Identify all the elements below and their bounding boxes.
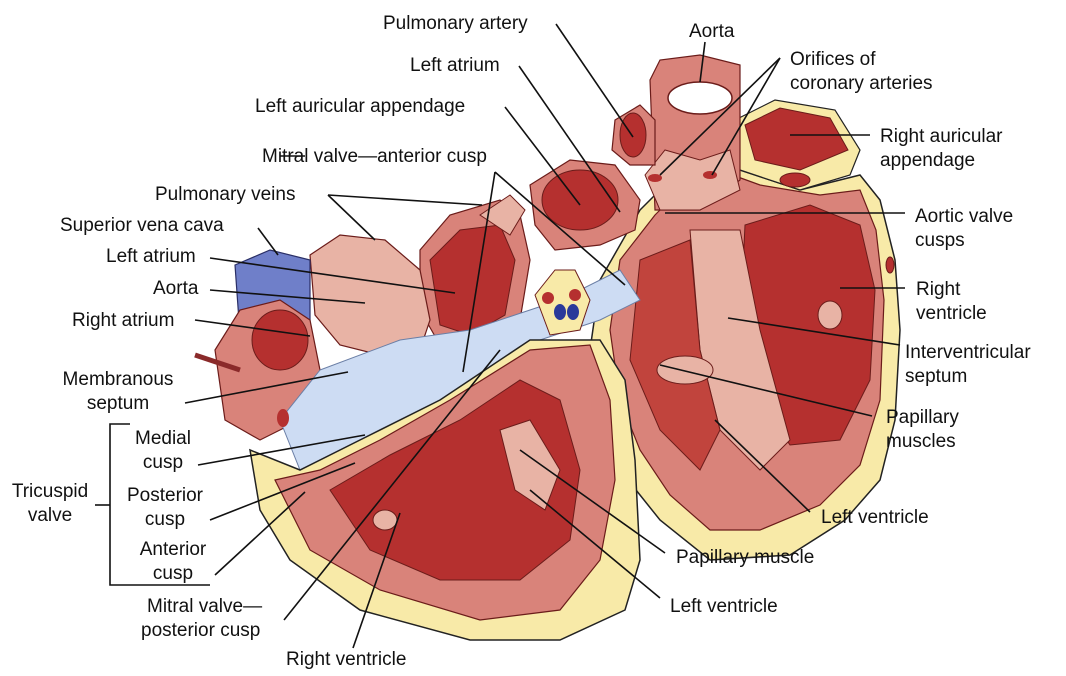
aorta-opening: [668, 82, 732, 114]
label-aortic-valve-line2: cusps: [915, 230, 965, 251]
label-papillary-muscles-line1: Papillary: [886, 407, 959, 428]
label-tricuspid-line2: valve: [27, 505, 73, 526]
coronary-orifice-left: [648, 174, 662, 182]
coronary-vessel-red-1: [542, 292, 554, 304]
label-pulmonary-veins: Pulmonary veins: [155, 184, 296, 205]
label-medial-line2: cusp: [142, 452, 184, 473]
coronary-vessel-red-2: [569, 289, 581, 301]
label-aorta-left: Aorta: [153, 278, 199, 299]
label-right-auricular-line2: appendage: [880, 150, 976, 171]
coronary-vessel-blue-1: [554, 304, 566, 320]
label-mitral-anterior-cusp: Mitral valve—anterior cusp: [262, 146, 487, 167]
label-interventricular-line2: septum: [905, 366, 968, 387]
label-membranous-line2: septum: [86, 393, 150, 414]
label-left-auricular-appendage: Left auricular appendage: [255, 96, 466, 117]
aorta-left-block: [310, 235, 430, 355]
label-aorta-top: Aorta: [689, 21, 735, 42]
trabeculae-right: [818, 301, 842, 329]
label-anterior-line1: Anterior: [139, 539, 207, 560]
right-atrium-inner: [252, 310, 308, 370]
label-left-atrium-left: Left atrium: [106, 246, 196, 267]
label-right-atrium: Right atrium: [72, 310, 175, 331]
label-right-ventricle-bottom: Right ventricle: [286, 649, 407, 670]
coronary-vessel-right: [780, 173, 810, 187]
label-pulmonary-artery: Pulmonary artery: [383, 13, 528, 34]
coronary-vessel-left: [277, 409, 289, 427]
papillary-muscle-right: [657, 356, 713, 384]
label-left-atrium-top: Left atrium: [410, 55, 500, 76]
label-orifices-line2: coronary arteries: [790, 73, 933, 94]
label-aortic-valve-line1: Aortic valve: [915, 206, 1014, 227]
label-posterior-line1: Posterior: [126, 485, 204, 506]
coronary-orifice-right: [703, 171, 717, 179]
label-mitral-posterior-line2: posterior cusp: [141, 620, 261, 641]
label-left-ventricle-bottom: Left ventricle: [670, 596, 778, 617]
label-papillary-muscle: Papillary muscle: [676, 547, 815, 568]
label-mitral-posterior-line1: Mitral valve—: [147, 596, 263, 617]
label-membranous-line1: Membranous: [62, 369, 174, 390]
right-ventricle-lower-mark: [373, 510, 397, 530]
label-superior-vena-cava: Superior vena cava: [60, 215, 224, 236]
coronary-vessel-far-right: [886, 257, 894, 273]
label-interventricular-line1: Interventricular: [905, 342, 1031, 363]
label-right-ventricle-line1: Right: [916, 279, 961, 300]
pulmonary-artery-opening: [620, 113, 646, 157]
label-posterior-line2: cusp: [144, 509, 186, 530]
label-tricuspid-line1: Tricuspid: [11, 481, 89, 502]
label-left-ventricle-right: Left ventricle: [821, 507, 929, 528]
left-auricular-appendage-inner: [542, 170, 618, 230]
label-medial-line1: Medial: [135, 428, 191, 449]
label-orifices-line1: Orifices of: [790, 49, 876, 70]
coronary-vessel-blue-2: [567, 304, 579, 320]
label-right-auricular-line1: Right auricular: [880, 126, 1003, 147]
label-right-ventricle-line2: ventricle: [916, 303, 987, 324]
label-papillary-muscles-line2: muscles: [886, 431, 956, 452]
label-anterior-line2: cusp: [152, 563, 194, 584]
